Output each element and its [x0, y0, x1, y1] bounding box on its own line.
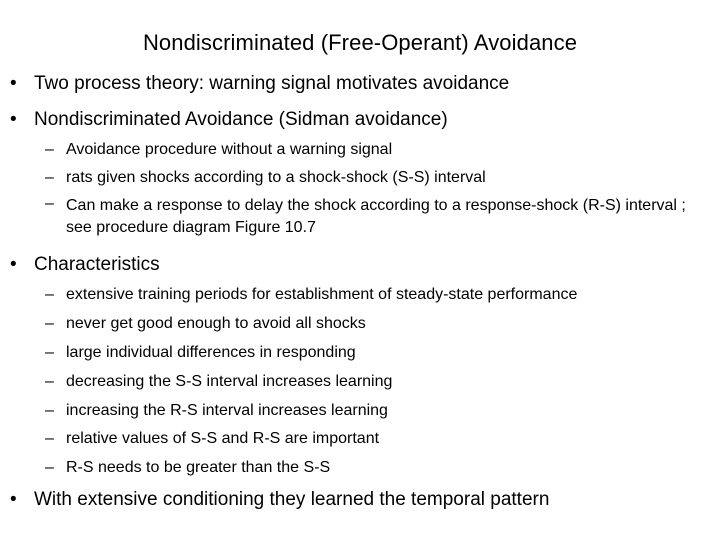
sub-bullet-text: R-S needs to be greater than the S-S: [66, 459, 331, 476]
dash-marker: –: [45, 430, 54, 447]
sub-bullet-text: large individual differences in responding: [66, 344, 356, 361]
sub-bullet-text: extensive training periods for establishment of steady-state performance: [66, 286, 578, 303]
slide-title: Nondiscriminated (Free-Operant) Avoidance: [142, 30, 578, 55]
sub-bullet-text: increasing the R-S interval increases learning: [66, 402, 388, 419]
bullet-marker: •: [10, 73, 17, 94]
dash-marker: –: [45, 141, 54, 158]
sub-bullet-text: Can make a response to delay the shock according to a response-shock (R-S) interval ; see procedure diagram Figure 10.7: [66, 197, 686, 236]
dash-marker: –: [45, 344, 54, 361]
dash-marker: –: [45, 373, 54, 390]
bullet-marker: •: [10, 489, 17, 510]
bullet-marker: •: [10, 254, 17, 275]
dash-marker: –: [45, 286, 54, 303]
bullet-text: With extensive conditioning they learned the temporal pattern: [34, 489, 550, 510]
sub-bullet-text: decreasing the S-S interval increases learning: [66, 373, 393, 390]
bullet-text: Two process theory: warning signal motivates avoidance: [34, 73, 510, 94]
sub-bullet-text: rats given shocks according to a shock-shock (S-S) interval: [66, 169, 486, 186]
bullet-text: Characteristics: [34, 254, 160, 275]
sub-bullet-text: never get good enough to avoid all shocks: [66, 315, 366, 332]
sub-bullet-text: relative values of S-S and R-S are important: [66, 430, 380, 447]
dash-marker: –: [45, 169, 54, 186]
dash-marker: –: [45, 315, 54, 332]
dash-marker: –: [45, 195, 54, 212]
dash-marker: –: [45, 402, 54, 419]
sub-bullet-text: Avoidance procedure without a warning signal: [66, 141, 393, 158]
bullet-marker: •: [10, 109, 17, 130]
dash-marker: –: [45, 459, 54, 476]
bullet-text: Nondiscriminated Avoidance (Sidman avoidance): [34, 109, 448, 130]
